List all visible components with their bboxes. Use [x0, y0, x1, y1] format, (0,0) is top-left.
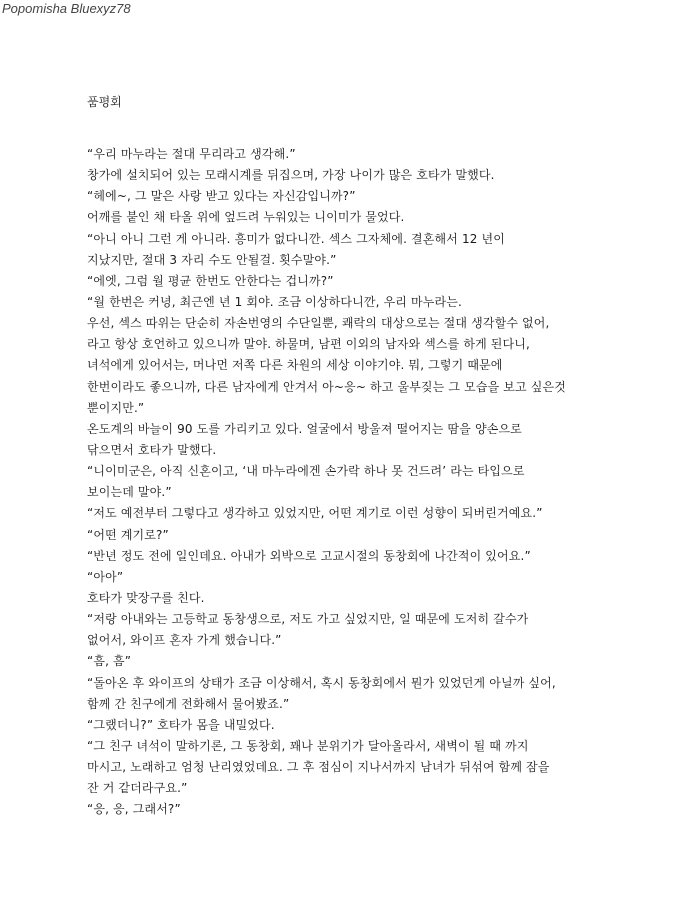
text-line: 어깨를 붙인 채 타올 위에 엎드려 누워있는 니이미가 물었다. [87, 210, 405, 225]
page-title: 품평회 [87, 95, 122, 109]
text-line: 라고 항상 호언하고 있으니까 말야. 하물며, 남편 이외의 남자와 섹스를 하게 된다니, [87, 337, 530, 352]
text-line: 뿐이지만.” [87, 400, 145, 415]
text-line: “돌아온 후 와이프의 상태가 조금 이상해서, 혹시 동창회에서 뭔가 있었던게 아닐까 싶어, [87, 675, 556, 690]
text-line: 닦으면서 호타가 말했다. [87, 442, 217, 457]
text-line: “헤에~, 그 말은 사랑 받고 있다는 자신감입니까?” [87, 189, 356, 204]
text-line: “우리 마누라는 절대 무리라고 생각해.” [87, 147, 296, 161]
text-line: “니이미군은, 아직 신혼이고, ‘내 마누라에겐 손가락 하나 못 건드려’ 라는 타입으로 [87, 464, 525, 479]
text-line: 호타가 맞장구를 친다. [87, 590, 205, 605]
text-line: 마시고, 노래하고 엄청 난리였었데요. 그 후 점심이 지나서까지 남녀가 뒤섞여 함께 잠을 [87, 760, 550, 775]
text-line: “아니 아니 그런 게 아니라. 흥미가 없다니깐. 섹스 그자체에. 결혼해서 12 년이 [87, 231, 505, 246]
text-line: “저랑 아내와는 고등학교 동창생으로, 저도 가고 싶었지만, 일 때문에 도저히 갈수가 [87, 612, 529, 627]
text-line: 지났지만, 절대 3 자리 수도 안될걸. 횟수말야.” [87, 252, 337, 267]
text-line: “그 친구 녀석이 말하기론, 그 동창회, 꽤나 분위기가 달아올라서, 새벽이 될 때 까지 [87, 738, 529, 753]
text-line: “어떤 계기로?” [87, 527, 169, 542]
document-body [87, 144, 647, 821]
text-line: “그랬더니?” 호타가 몸을 내밀었다. [87, 717, 275, 732]
text-line: “저도 예전부터 그렇다고 생각하고 있었지만, 어떤 계기로 이런 성향이 되버린거예요.” [87, 506, 543, 521]
text-line: “에엣, 그럼 월 평균 한번도 안한다는 겁니까?” [87, 273, 334, 288]
text-line: 녀석에게 있어서는, 머나먼 저쪽 다른 차원의 세상 이야기야. 뭐, 그렇기 때문에 [87, 358, 503, 373]
text-line: 한번이라도 좋으니까, 다른 남자에게 안겨서 아~응~ 하고 울부짖는 그 모습을 보고 싶은것 [87, 379, 566, 394]
text-line: “반년 정도 전에 일인데요. 아내가 외박으로 고교시절의 동창회에 나간적이 있어요.” [87, 548, 531, 563]
text-line: 보이는데 말야.” [87, 485, 172, 500]
text-line: 잔 거 같더라구요.” [87, 781, 188, 796]
watermark: Popomisha Bluexyz78 [2, 1, 131, 16]
text-line: “아아” [87, 569, 124, 584]
text-line: 우선, 섹스 따위는 단순히 자손번영의 수단일뿐, 쾌락의 대상으로는 절대 생각할수 없어, [87, 316, 550, 331]
text-line: 창가에 설치되어 있는 모래시계를 뒤집으며, 가장 나이가 많은 호타가 말했다. [87, 168, 495, 183]
text-line: 없어서, 와이프 혼자 가게 했습니다.” [87, 633, 282, 648]
text-line: “흠, 흠” [87, 654, 132, 669]
text-line: “응, 응, 그래서?” [87, 802, 181, 817]
text-line: 온도계의 바늘이 90 도를 가리키고 있다. 얼굴에서 방울져 떨어지는 땀을 양손으로 [87, 421, 522, 436]
text-line: “월 한번은 커녕, 최근엔 년 1 회야. 조금 이상하다니깐, 우리 마누라는. [87, 294, 462, 309]
text-line: 함께 간 친구에게 전화해서 물어봤죠.” [87, 696, 290, 711]
